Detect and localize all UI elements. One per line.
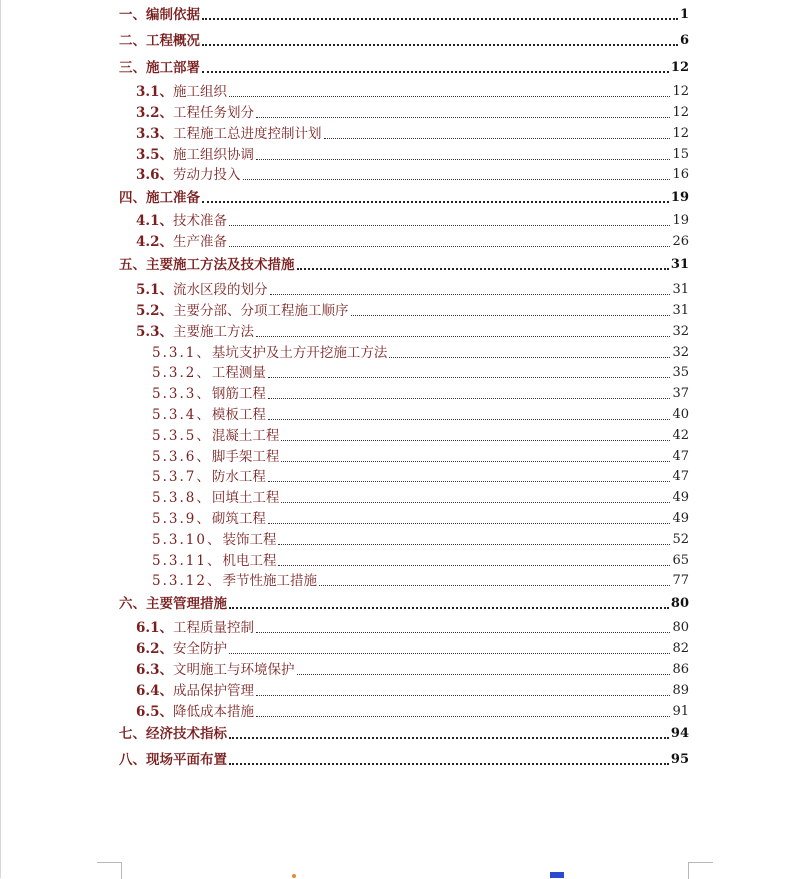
- toc-entry-page-number: 16: [672, 167, 689, 182]
- toc-entry[interactable]: [152, 487, 689, 507]
- dot-leader: [319, 584, 671, 586]
- toc-entry-number: 5.3.10、: [152, 532, 223, 548]
- toc-entry-title: 施工组织协调: [173, 147, 254, 163]
- toc-entry-page-number: 80: [672, 620, 689, 635]
- toc-entry-number: 6.4、: [136, 683, 173, 699]
- toc-entry-title: 防水工程: [211, 469, 266, 485]
- toc-entry-title: 脚手架工程: [211, 449, 280, 465]
- toc-entry[interactable]: [152, 508, 689, 528]
- toc-entry-label: [136, 104, 254, 122]
- dot-leader: [256, 631, 670, 633]
- crop-mark-right: [688, 862, 713, 879]
- toc-entry-title: 施工组织: [173, 84, 227, 100]
- dot-leader: [278, 543, 670, 545]
- toc-entry-number: 6.3、: [136, 662, 173, 678]
- toc-entry-label: [152, 344, 387, 362]
- toc-entry-label: [136, 166, 241, 184]
- toc-entry-label: [152, 406, 266, 424]
- toc-entry-page-number: 35: [672, 365, 689, 380]
- toc-entry-title: 机电工程: [222, 553, 277, 569]
- dot-leader: [351, 314, 671, 316]
- dot-leader: [202, 70, 669, 73]
- toc-entry[interactable]: [119, 723, 689, 743]
- selection-marker: [550, 872, 564, 878]
- dot-leader: [270, 293, 671, 295]
- toc-entry-title: 施工准备: [146, 190, 200, 206]
- dot-leader: [268, 418, 671, 420]
- toc-entry-title: 现场平面布置: [146, 752, 227, 768]
- toc-entry-title: 砌筑工程: [211, 511, 266, 527]
- toc-entry-title: 劳动力投入: [173, 167, 241, 183]
- toc-entry-label: [152, 468, 266, 486]
- toc-entry-label: [152, 510, 266, 528]
- toc-entry[interactable]: [152, 383, 689, 403]
- toc-entry-page-number: 31: [672, 282, 689, 297]
- dot-leader: [389, 356, 670, 358]
- toc-entry[interactable]: [136, 321, 689, 341]
- toc-entry[interactable]: [136, 617, 689, 637]
- toc-entry-label: [136, 83, 227, 101]
- dot-leader: [202, 43, 678, 46]
- toc-entry[interactable]: [152, 404, 689, 424]
- toc-entry[interactable]: [136, 659, 689, 679]
- dot-leader: [268, 397, 671, 399]
- toc-entry[interactable]: [152, 570, 689, 590]
- toc-entry-title: 工程概况: [146, 33, 200, 49]
- toc-entry[interactable]: [119, 30, 689, 50]
- toc-entry[interactable]: [136, 210, 689, 230]
- toc-entry-title: 安全防护: [173, 641, 227, 657]
- toc-entry[interactable]: [152, 342, 689, 362]
- toc-entry-title: 回填土工程: [211, 490, 280, 506]
- toc-entry-title: 成品保护管理: [173, 683, 254, 699]
- toc-entry-title: 主要管理措施: [146, 596, 227, 612]
- dot-leader: [256, 694, 670, 696]
- toc-entry-label: [136, 682, 254, 700]
- toc-entry[interactable]: [152, 446, 689, 466]
- toc-entry-page-number: 89: [672, 683, 689, 698]
- toc-entry[interactable]: [136, 164, 689, 184]
- toc-entry-number: 4.2、: [136, 234, 173, 250]
- toc-entry[interactable]: [136, 231, 689, 251]
- dot-leader: [229, 652, 670, 654]
- toc-entry[interactable]: [119, 57, 689, 77]
- toc-entry-title: 流水区段的划分: [173, 282, 268, 298]
- dot-leader: [281, 501, 670, 503]
- toc-entry-page-number: 86: [672, 662, 689, 677]
- toc-entry-number: 七、: [119, 726, 146, 742]
- toc-entry-page-number: 12: [672, 84, 689, 99]
- toc-entry-number: 3.1、: [136, 84, 173, 100]
- dot-leader: [268, 480, 671, 482]
- dot-leader: [281, 460, 670, 462]
- toc-entry-page-number: 52: [672, 532, 689, 547]
- toc-entry-number: 3.6、: [136, 167, 173, 183]
- toc-entry-title: 季节性施工措施: [222, 573, 317, 589]
- toc-entry-label: [136, 212, 227, 230]
- dot-leader: [268, 522, 671, 524]
- toc-entry[interactable]: [119, 749, 689, 769]
- toc-entry-title: 基坑支护及土方开挖施工方法: [211, 345, 388, 361]
- dot-leader: [229, 606, 669, 609]
- toc-entry-number: 5.2、: [136, 303, 173, 319]
- dot-leader: [256, 158, 670, 160]
- dot-leader: [281, 439, 670, 441]
- toc-entry-number: 5.3.11、: [152, 553, 223, 569]
- toc-entry-number: 3.3、: [136, 126, 173, 142]
- page-edge: [0, 0, 1, 878]
- toc-entry-number: 八、: [119, 752, 146, 768]
- toc-entry-page-number: 94: [670, 726, 689, 741]
- toc-entry-title: 工程施工总进度控制计划: [173, 126, 322, 142]
- toc-entry-label: [152, 552, 276, 570]
- toc-entry-number: 三、: [119, 60, 146, 76]
- toc-entry-page-number: 32: [672, 324, 689, 339]
- toc-entry-label: [119, 751, 227, 769]
- toc-entry-number: 六、: [119, 596, 146, 612]
- toc-entry-label: [119, 725, 227, 743]
- toc-entry-page-number: 19: [670, 190, 689, 205]
- toc-entry-number: 一、: [119, 7, 146, 23]
- toc-entry-title: 经济技术指标: [146, 726, 227, 742]
- toc-entry-page-number: 47: [672, 449, 689, 464]
- toc-entry-title: 施工部署: [146, 60, 200, 76]
- toc-entry[interactable]: [136, 638, 689, 658]
- toc-entry-label: [152, 489, 279, 507]
- toc-entry-number: 3.5、: [136, 147, 173, 163]
- toc-entry-page-number: 40: [672, 407, 689, 422]
- dot-leader: [229, 736, 669, 739]
- toc-entry[interactable]: [136, 144, 689, 164]
- toc-entry-label: [119, 6, 200, 24]
- toc-entry-label: [119, 59, 200, 77]
- toc-entry-page-number: 95: [670, 752, 689, 767]
- toc-entry[interactable]: [136, 300, 689, 320]
- toc-entry-title: 主要施工方法及技术措施: [146, 257, 295, 273]
- toc-entry-label: [152, 448, 279, 466]
- toc-entry-number: 5.3.5、: [152, 428, 212, 444]
- dot-leader: [278, 564, 670, 566]
- toc-entry-page-number: 42: [672, 428, 689, 443]
- toc-entry-page-number: 12: [672, 105, 689, 120]
- toc-entry-title: 技术准备: [173, 213, 227, 229]
- toc-entry-label: [136, 302, 349, 320]
- dot-leader: [229, 224, 670, 226]
- toc-entry-page-number: 1: [679, 7, 689, 22]
- dot-leader: [202, 17, 678, 20]
- toc-entry-page-number: 12: [672, 126, 689, 141]
- toc-entry-page-number: 26: [672, 234, 689, 249]
- toc-entry-page-number: 31: [670, 257, 689, 272]
- toc-entry[interactable]: [152, 425, 689, 445]
- dot-leader: [229, 245, 670, 247]
- crop-mark-left: [97, 862, 122, 879]
- toc-entry-label: [136, 619, 254, 637]
- toc-entry-label: [152, 364, 266, 382]
- toc-entry-number: 6.5、: [136, 704, 173, 720]
- toc-entry-title: 模板工程: [211, 407, 266, 423]
- toc-entry[interactable]: [119, 187, 689, 207]
- toc-entry-number: 五、: [119, 257, 146, 273]
- toc-entry[interactable]: [152, 362, 689, 382]
- toc-entry-label: [152, 385, 266, 403]
- toc-entry[interactable]: [119, 4, 689, 24]
- toc-entry-page-number: 65: [672, 553, 689, 568]
- toc-entry[interactable]: [152, 550, 689, 570]
- dot-leader: [256, 335, 670, 337]
- toc-entry-label: [152, 427, 279, 445]
- toc-entry-title: 编制依据: [146, 7, 200, 23]
- toc-entry[interactable]: [136, 701, 689, 721]
- toc-entry-label: [136, 233, 227, 251]
- toc-entry-label: [136, 281, 268, 299]
- toc-entry-label: [136, 125, 322, 143]
- dot-leader: [268, 376, 671, 378]
- toc-entry-title: 降低成本措施: [173, 704, 254, 720]
- dot-leader: [324, 137, 671, 139]
- toc-entry[interactable]: [119, 593, 689, 613]
- toc-entry-page-number: 19: [672, 213, 689, 228]
- toc-entry-label: [119, 256, 295, 274]
- toc-entry-number: 5.3.12、: [152, 573, 223, 589]
- toc-entry[interactable]: [152, 466, 689, 486]
- toc-entry-title: 工程测量: [211, 365, 266, 381]
- toc-entry-number: 6.2、: [136, 641, 173, 657]
- toc-entry[interactable]: [152, 529, 689, 549]
- dot-leader: [297, 673, 671, 675]
- toc-entry-label: [152, 572, 317, 590]
- toc-entry[interactable]: [136, 102, 689, 122]
- dot-leader: [202, 200, 669, 203]
- toc-entry[interactable]: [136, 279, 689, 299]
- toc-entry-title: 主要分部、分项工程施工顺序: [173, 303, 349, 319]
- toc-entry-title: 混凝土工程: [211, 428, 280, 444]
- toc-entry-page-number: 12: [670, 60, 689, 75]
- toc-entry-page-number: 15: [672, 147, 689, 162]
- toc-entry-label: [136, 323, 254, 341]
- toc-entry-page-number: 31: [672, 303, 689, 318]
- dot-leader: [256, 715, 670, 717]
- toc-entry-title: 主要施工方法: [173, 324, 254, 340]
- toc-entry-number: 4.1、: [136, 213, 173, 229]
- toc-entry-number: 5.3.8、: [152, 490, 212, 506]
- toc-entry-number: 5.3.1、: [152, 345, 212, 361]
- toc-entry-number: 5.1、: [136, 282, 173, 298]
- cursor-marker: [292, 874, 296, 878]
- toc-entry-label: [119, 595, 227, 613]
- toc-entry-number: 5.3.7、: [152, 469, 212, 485]
- toc-entry-label: [136, 146, 254, 164]
- toc-entry-title: 钢筋工程: [211, 386, 266, 402]
- toc-entry[interactable]: [136, 81, 689, 101]
- dot-leader: [243, 178, 671, 180]
- toc-entry[interactable]: [136, 680, 689, 700]
- toc-entry-label: [119, 189, 200, 207]
- toc-entry-page-number: 37: [672, 386, 689, 401]
- toc-entry[interactable]: [119, 254, 689, 274]
- toc-entry-number: 5.3.2、: [152, 365, 212, 381]
- toc-entry-number: 3.2、: [136, 105, 173, 121]
- toc-entry-label: [136, 703, 254, 721]
- toc-entry-page-number: 80: [670, 596, 689, 611]
- toc-entry-number: 6.1、: [136, 620, 173, 636]
- toc-entry-title: 工程质量控制: [173, 620, 254, 636]
- toc-entry-page-number: 77: [672, 573, 689, 588]
- toc-entry-number: 四、: [119, 190, 146, 206]
- toc-entry-number: 二、: [119, 33, 146, 49]
- toc-entry-number: 5.3.6、: [152, 449, 212, 465]
- toc-entry-label: [136, 661, 295, 679]
- dot-leader: [229, 95, 670, 97]
- toc-entry-page-number: 32: [672, 345, 689, 360]
- toc-entry-number: 5.3.9、: [152, 511, 212, 527]
- toc-entry-title: 生产准备: [173, 234, 227, 250]
- toc-entry-page-number: 49: [672, 511, 689, 526]
- toc-entry-title: 装饰工程: [222, 532, 277, 548]
- toc-entry[interactable]: [136, 123, 689, 143]
- toc-entry-label: [152, 531, 276, 549]
- dot-leader: [229, 762, 669, 765]
- toc-entry-page-number: 47: [672, 469, 689, 484]
- dot-leader: [256, 116, 670, 118]
- toc-entry-number: 5.3、: [136, 324, 173, 340]
- toc-entry-number: 5.3.4、: [152, 407, 212, 423]
- toc-entry-title: 工程任务划分: [173, 105, 254, 121]
- toc-entry-label: [119, 32, 200, 50]
- toc-entry-page-number: 91: [672, 704, 689, 719]
- dot-leader: [297, 267, 669, 270]
- toc-entry-page-number: 6: [679, 33, 689, 48]
- toc-entry-page-number: 49: [672, 490, 689, 505]
- toc-entry-label: [136, 640, 227, 658]
- toc-entry-number: 5.3.3、: [152, 386, 212, 402]
- toc-entry-page-number: 82: [672, 641, 689, 656]
- toc-entry-title: 文明施工与环境保护: [173, 662, 295, 678]
